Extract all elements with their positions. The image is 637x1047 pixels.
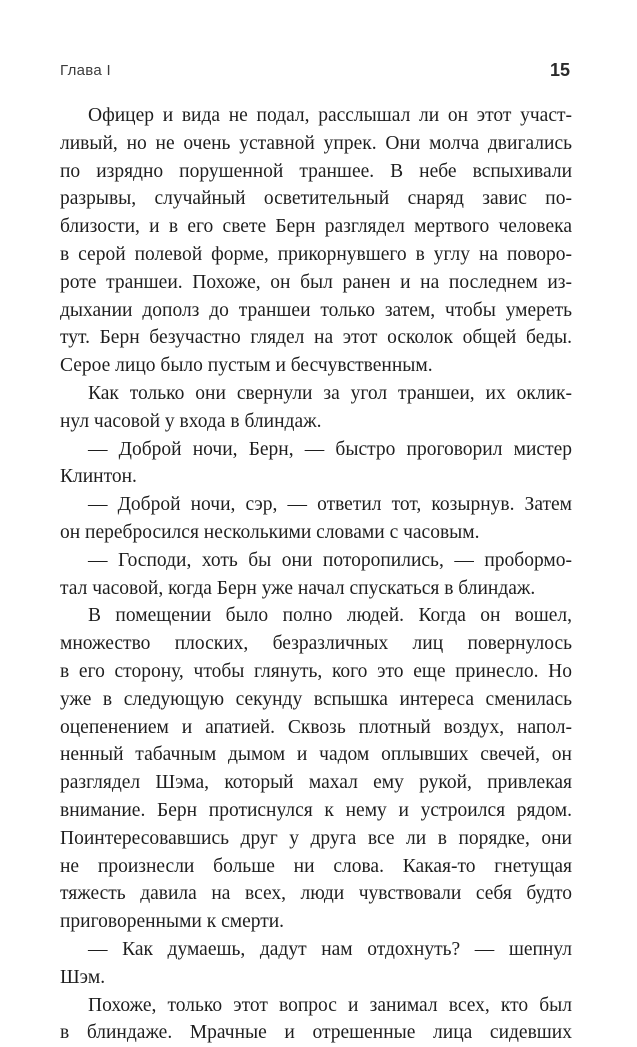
text-line: Похоже, только этот вопрос и занимал всех, кто был [88, 994, 572, 1016]
text-line: дыхании дополз до траншеи только затем, чтобы умереть [60, 299, 572, 321]
text-line: — Доброй ночи, Берн, — быстро проговорил мистер [88, 438, 572, 460]
text-line: тал часовой, когда Берн уже начал спускаться в блиндаж. [60, 577, 536, 599]
text-line: разрывы, случайный осветительный снаряд завис по- [60, 188, 572, 210]
chapter-title: Глава I [60, 62, 111, 79]
text-line: тут. Берн безучастно глядел на этот осколок общей беды. [60, 327, 572, 349]
text-line: Офицер и вида не подал, расслышал ли он этот участ- [88, 105, 572, 126]
body-text [60, 102, 572, 1047]
text-line: разглядел Шэма, который махал ему рукой, привлекая [60, 772, 572, 794]
text-line: ненный табачным дымом и чадом оплывших свечей, он [60, 744, 572, 766]
text-line: Серое лицо было пустым и бесчувственным. [60, 355, 433, 377]
page-number: 15 [549, 60, 570, 80]
text-line: приговоренными к смерти. [60, 911, 285, 933]
text-line: — Как думаешь, дадут нам отдохнуть? — шепнул [88, 938, 572, 960]
text-line: близости, и в его свете Берн разглядел мертвого человека [60, 216, 572, 238]
text-line: Поинтересовавшись друг у друга все ли в порядке, они [60, 827, 572, 849]
text-line: в блиндаже. Мрачные и отрешенные лица сидевших [60, 1022, 572, 1044]
text-line: в его сторону, чтобы глянуть, кого это еще принесло. Но [60, 660, 572, 682]
text-line: Как только они свернули за угол траншеи, их оклик- [88, 382, 572, 404]
text-line: В помещении было полно людей. Когда он вошел, [88, 605, 572, 627]
text-line: уже в следующую секунду вспышка интереса сменилась [60, 688, 572, 710]
text-line: он перебросился несколькими словами с часовым. [60, 521, 480, 543]
text-line: оцепенением и апатией. Сквозь плотный воздух, напол- [60, 716, 572, 738]
text-line: — Господи, хоть бы они поторопились, — пробормо- [88, 549, 572, 571]
text-line: Шэм. [60, 966, 106, 988]
text-line: не произнесли больше ни слова. Какая-то гнетущая [60, 855, 572, 877]
text-line: по изрядно порушенной траншее. В небе вспыхивали [60, 160, 572, 182]
text-line: нул часовой у входа в блиндаж. [60, 410, 322, 432]
text-line: тяжесть давила на всех, люди чувствовали себя будто [60, 883, 572, 905]
text-line: множество плоских, безразличных лиц повернулось [60, 633, 572, 655]
text-line: Клинтон. [60, 466, 137, 488]
text-line: ливый, но не очень уставной упрек. Они молча двигались [60, 132, 572, 154]
text-line: в серой полевой форме, прикорнувшего в углу на поворо- [60, 243, 572, 265]
text-line: внимание. Берн протиснулся к нему и устроился рядом. [60, 799, 572, 821]
running-header [60, 62, 570, 86]
text-line: роте траншеи. Похоже, он был ранен и на последнем из- [60, 271, 572, 293]
text-line: — Доброй ночи, сэр, — ответил тот, козырнув. Затем [88, 494, 572, 516]
